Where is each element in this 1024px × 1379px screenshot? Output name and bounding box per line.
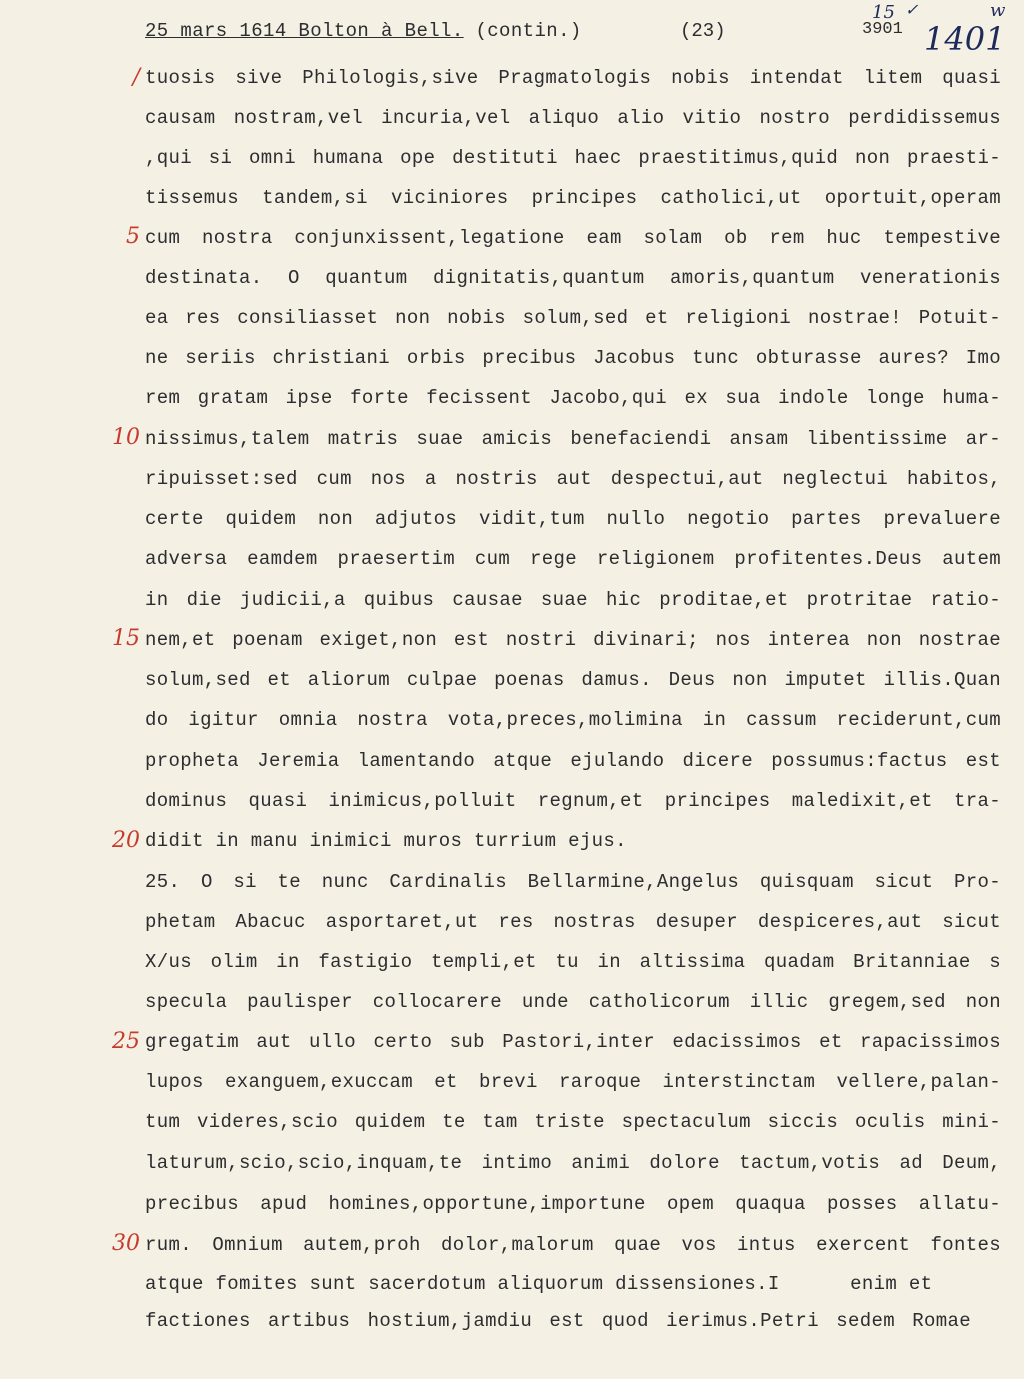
text-line: tissemus tandem,si viciniores principes catholici,ut oportuit,operam xyxy=(145,187,1001,209)
text-line: rum. Omnium autem,proh dolor,malorum quae vos intus exercent fontes xyxy=(145,1234,1001,1256)
text-line: tum videres,scio quidem te tam triste spectaculum siccis oculis mini- xyxy=(145,1111,1001,1133)
text-line: propheta Jeremia lamentando atque ejulando dicere possumus:factus est xyxy=(145,750,1001,772)
text-line: destinata. O quantum dignitatis,quantum amoris,quantum venerationis xyxy=(145,267,1001,289)
handwritten-annotation-w: w xyxy=(990,0,1006,21)
text-line: solum,sed et aliorum culpae poenas damus. Deus non imputet illis.Quan xyxy=(145,669,1001,691)
header-continuation: (contin.) xyxy=(463,20,582,42)
text-line: nem,et poenam exiget,non est nostri divinari; nos interea non nostrae xyxy=(145,629,1001,651)
text-line: rem gratam ipse forte fecissent Jacobo,qui ex sua indole longe huma- xyxy=(145,387,1001,409)
margin-line-number: / xyxy=(132,65,140,90)
text-line: laturum,scio,scio,inquam,te intimo animi dolore tactum,votis ad Deum, xyxy=(145,1152,1001,1174)
text-line: phetam Abacuc asportaret,ut res nostras desuper despiceres,aut sicut xyxy=(145,911,1001,933)
margin-line-number: 30 xyxy=(112,1231,140,1256)
text-line: ne seriis christiani orbis precibus Jacobus tunc obturasse aures? Imo xyxy=(145,347,1001,369)
text-line: ea res consiliasset non nobis solum,sed et religioni nostrae! Potuit- xyxy=(145,307,1001,329)
text-line: factiones artibus hostium,jamdiu est quod ierimus.Petri sedem Romae xyxy=(145,1310,971,1332)
margin-line-number: 25 xyxy=(112,1029,140,1054)
page-header xyxy=(145,20,582,42)
text-line: in die judicii,a quibus causae suae hic proditae,et protritae ratio- xyxy=(145,589,1001,611)
text-line: ,qui si omni humana ope destituti haec praestitimus,quid non praesti- xyxy=(145,147,1001,169)
margin-line-number: 10 xyxy=(112,425,140,450)
page-number: (23) xyxy=(680,20,726,42)
text-line: didit in manu inimici muros turrium ejus. xyxy=(145,830,627,852)
margin-line-number: 5 xyxy=(126,224,140,249)
text-line: cum nostra conjunxissent,legatione eam solam ob rem huc tempestive xyxy=(145,227,1001,249)
text-line: dominus quasi inimicus,polluit regnum,et principes maledixit,et tra- xyxy=(145,790,1001,812)
text-line: gregatim aut ullo certo sub Pastori,inter edacissimos et rapacissimos xyxy=(145,1031,1001,1053)
text-line: lupos exanguem,exuccam et brevi raroque interstinctam vellere,palan- xyxy=(145,1071,1001,1093)
margin-line-number: 15 xyxy=(112,626,140,651)
text-line: 25. O si te nunc Cardinalis Bellarmine,Angelus quisquam sicut Pro- xyxy=(145,871,1001,893)
text-line: nissimus,talem matris suae amicis benefaciendi ansam libentissime ar- xyxy=(145,428,1001,450)
text-line: specula paulisper collocarere unde catholicorum illic gregem,sed non xyxy=(145,991,1001,1013)
handwritten-annotation-1401: 1401 xyxy=(924,20,1006,58)
text-line: tuosis sive Philologis,sive Pragmatologis nobis intendat litem quasi xyxy=(145,67,1001,89)
text-line: do igitur omnia nostra vota,preces,molimina in cassum reciderunt,cum xyxy=(145,709,1001,731)
text-line: ripuisset:sed cum nos a nostris aut despectui,aut neglectui habitos, xyxy=(145,468,1001,490)
text-line: X/us olim in fastigio templi,et tu in altissima quadam Britanniae s xyxy=(145,951,1001,973)
handwritten-checkmark: ✓ xyxy=(905,0,919,19)
text-line: precibus apud homines,opportune,importune opem quaqua posses allatu- xyxy=(145,1193,1001,1215)
text-line: causam nostram,vel incuria,vel aliquo alio vitio nostro perdidissemus xyxy=(145,107,1001,129)
header-date-correspondents: 25 mars 1614 Bolton à Bell. xyxy=(145,20,464,42)
handwritten-annotation-15: 15 xyxy=(872,2,895,23)
archive-number: 3901 xyxy=(862,20,903,39)
text-line: adversa eamdem praesertim cum rege religionem profitentes.Deus autem xyxy=(145,548,1001,570)
text-line: atque fomites sunt sacerdotum aliquorum dissensiones.I enim et xyxy=(145,1273,933,1295)
margin-line-number: 20 xyxy=(112,828,140,853)
text-line: certe quidem non adjutos vidit,tum nullo negotio partes prevaluere xyxy=(145,508,1001,530)
